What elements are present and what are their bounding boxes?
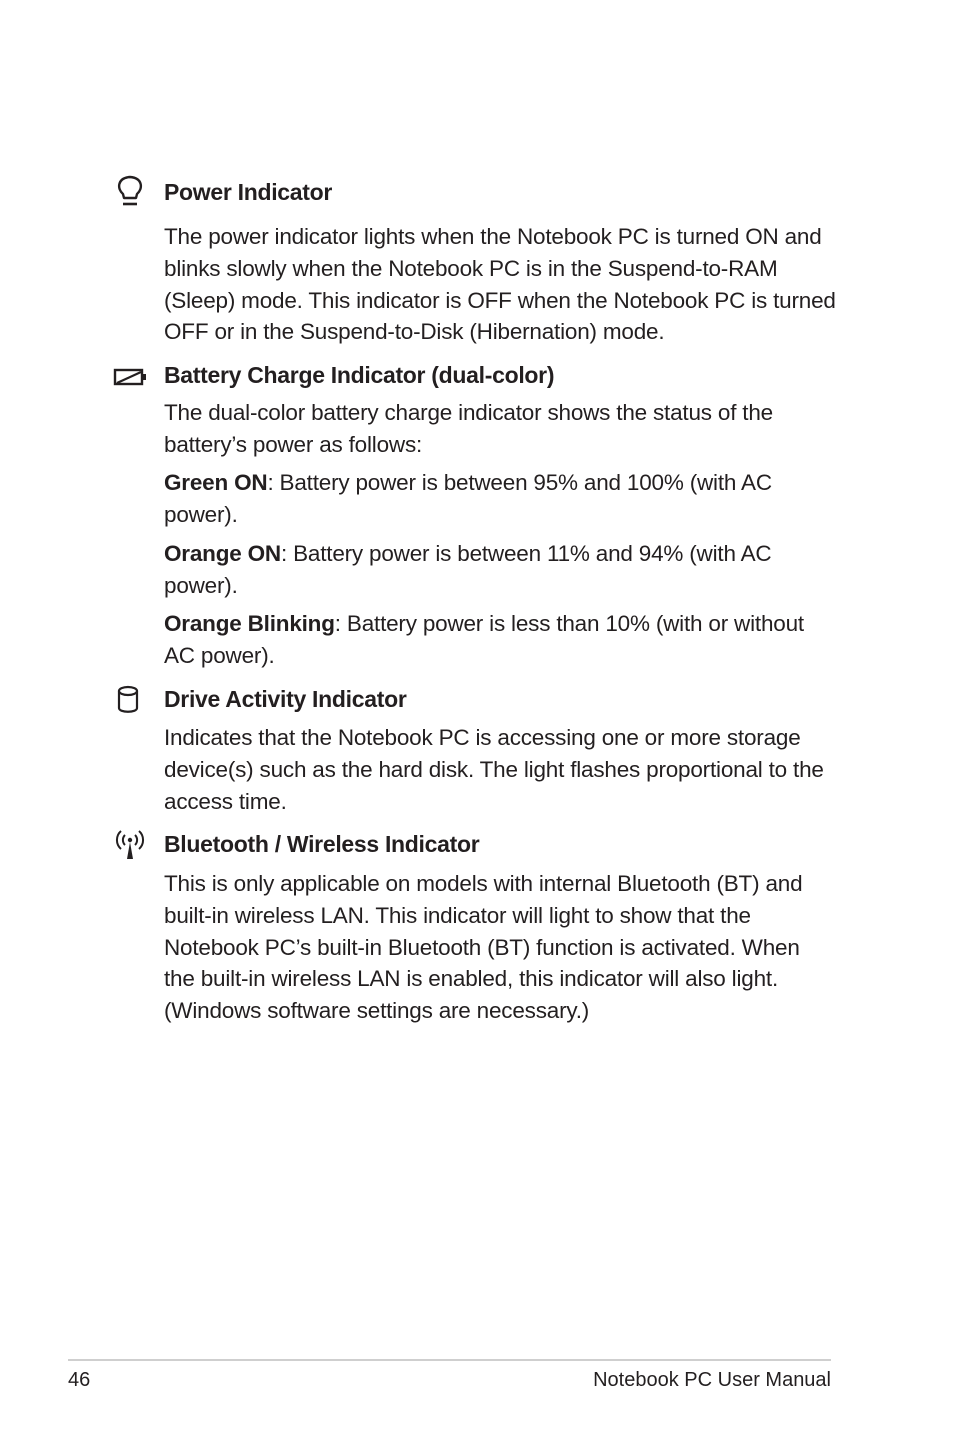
wireless-antenna-icon xyxy=(112,826,148,862)
page-number: 46 xyxy=(68,1369,91,1391)
lightbulb-icon xyxy=(112,172,148,208)
manual-title: Notebook PC User Manual xyxy=(593,1369,831,1391)
battery-state-label: Orange ON xyxy=(164,541,281,566)
battery-indicator-description: The dual-color battery charge indicator shows the status of the battery’s power as follows: xyxy=(164,400,773,457)
battery-state-label: Orange Blinking xyxy=(164,611,335,636)
battery-state-green-on: Green ON: Battery power is between 95% and 100% (with AC power). xyxy=(164,470,772,527)
wireless-indicator-heading: Bluetooth / Wireless Indicator xyxy=(164,831,480,857)
drive-cylinder-icon xyxy=(112,682,148,718)
footer-divider xyxy=(68,1359,831,1361)
power-indicator-description: The power indicator lights when the Notebook PC is turned ON and blinks slowly when the Notebook PC is in the Suspend-to-RAM (Sleep) mode. This indicator is OFF when the Notebook PC is turned OFF or in the Suspend-to-Disk (Hibernation) mode. xyxy=(164,224,836,345)
battery-state-label: Green ON xyxy=(164,470,268,495)
drive-indicator-description: Indicates that the Notebook PC is accessing one or more storage device(s) such as the hard disk. The light flashes proportional to the access time. xyxy=(164,725,824,814)
battery-state-text: Battery power is less than 10% (with or without AC power). xyxy=(164,611,804,668)
drive-indicator-heading: Drive Activity Indicator xyxy=(164,686,407,712)
battery-charge-icon xyxy=(112,358,148,394)
wireless-indicator-description: This is only applicable on models with internal Bluetooth (BT) and built-in wireless LAN. This indicator will light to show that the Notebook PC’s built-in Bluetooth (BT) function is activated. When the built-in wireless LAN is enabled, this indicator will also light. (Windows software settings are necessary.) xyxy=(164,871,803,1024)
battery-indicator-heading: Battery Charge Indicator (dual-color) xyxy=(164,362,555,388)
battery-state-text: Battery power is between 95% and 100% (with AC power). xyxy=(164,470,772,527)
battery-state-text: Battery power is between 11% and 94% (with AC power). xyxy=(164,541,772,598)
battery-state-orange-on: Orange ON: Battery power is between 11% and 94% (with AC power). xyxy=(164,541,772,598)
power-indicator-heading: Power Indicator xyxy=(164,179,333,205)
battery-state-orange-blinking: Orange Blinking: Battery power is less than 10% (with or without AC power). xyxy=(164,611,804,668)
